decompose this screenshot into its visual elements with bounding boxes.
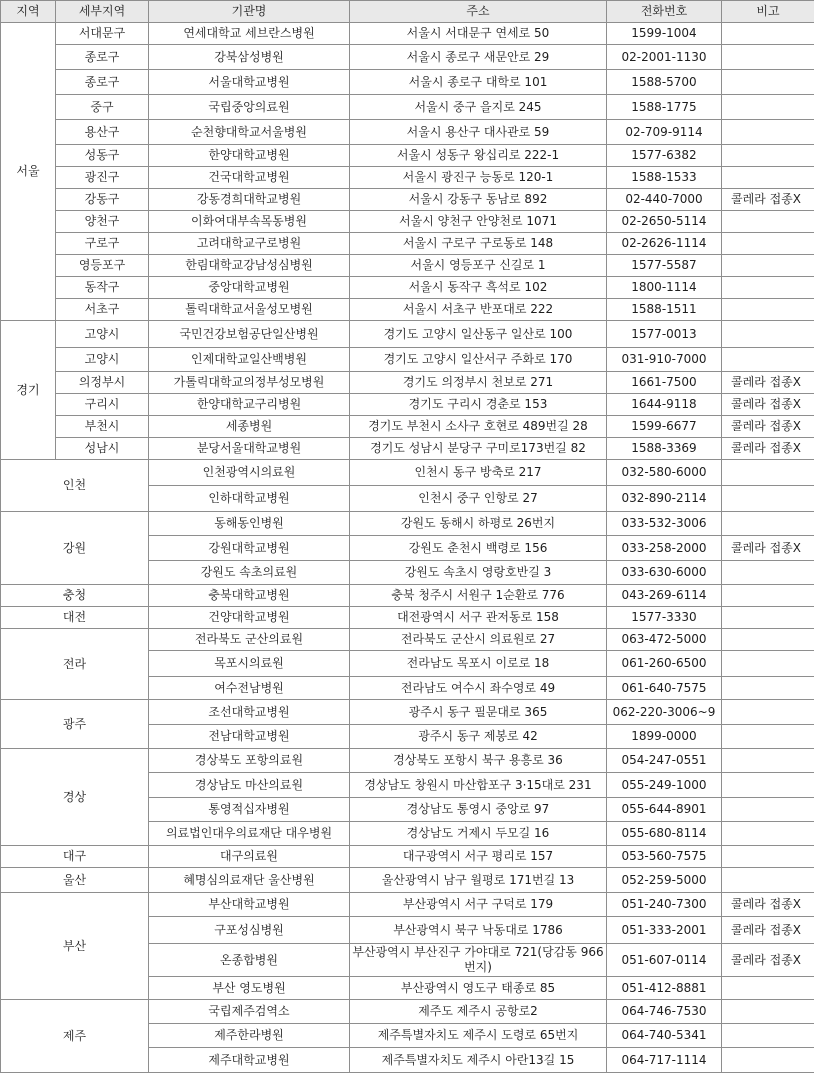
phone-cell: 1800-1114 (607, 277, 722, 299)
institution-cell: 국민건강보험공단일산병원 (149, 321, 350, 348)
address-cell: 경기도 부천시 소사구 호현로 489번길 28 (350, 416, 607, 438)
note-cell (722, 725, 814, 749)
header-address: 주소 (350, 1, 607, 23)
address-cell: 서울시 종로구 대학로 101 (350, 70, 607, 95)
institution-cell: 가톨릭대학교의정부성모병원 (149, 372, 350, 394)
phone-cell: 063-472-5000 (607, 629, 722, 651)
phone-cell: 1577-0013 (607, 321, 722, 348)
note-cell: 콜레라 접종X (722, 189, 814, 211)
phone-cell: 1661-7500 (607, 372, 722, 394)
region-cell: 서울 (1, 23, 56, 321)
note-cell (722, 45, 814, 70)
note-cell (722, 95, 814, 120)
institution-cell: 한양대학교구리병원 (149, 394, 350, 416)
phone-cell: 1899-0000 (607, 725, 722, 749)
table-row (1, 1000, 814, 1024)
note-cell (722, 585, 814, 607)
address-cell: 서울시 광진구 능동로 120-1 (350, 167, 607, 189)
table-row (1, 299, 814, 321)
institution-cell: 제주한라병원 (149, 1024, 350, 1048)
note-cell (722, 486, 814, 512)
subregion-cell: 고양시 (56, 321, 149, 348)
phone-cell: 051-333-2001 (607, 917, 722, 944)
address-cell: 충북 청주시 서원구 1순환로 776 (350, 585, 607, 607)
institution-cell: 분당서울대학교병원 (149, 438, 350, 460)
institution-cell: 강북삼성병원 (149, 45, 350, 70)
table-row (1, 846, 814, 868)
institution-cell: 목포시의료원 (149, 651, 350, 677)
institution-cell: 동해동인병원 (149, 512, 350, 536)
note-cell: 콜레라 접종X (722, 893, 814, 917)
phone-cell: 1644-9118 (607, 394, 722, 416)
address-cell: 경상남도 거제시 두모길 16 (350, 822, 607, 846)
institution-cell: 건양대학교병원 (149, 607, 350, 629)
address-cell: 전라남도 여수시 좌수영로 49 (350, 677, 607, 700)
phone-cell: 1577-6382 (607, 145, 722, 167)
note-cell (722, 23, 814, 45)
phone-cell: 032-580-6000 (607, 460, 722, 486)
institution-cell: 충북대학교병원 (149, 585, 350, 607)
institution-cell: 부산대학교병원 (149, 893, 350, 917)
institution-cell: 의료법인대우의료재단 대우병원 (149, 822, 350, 846)
header-subregion: 세부지역 (56, 1, 149, 23)
phone-cell: 054-247-0551 (607, 749, 722, 773)
institution-cell: 중앙대학교병원 (149, 277, 350, 299)
institution-cell: 한양대학교병원 (149, 145, 350, 167)
address-cell: 경기도 구리시 경춘로 153 (350, 394, 607, 416)
table-row (1, 277, 814, 299)
subregion-cell: 종로구 (56, 70, 149, 95)
institution-cell: 인제대학교일산백병원 (149, 348, 350, 372)
note-cell (722, 700, 814, 725)
address-cell: 대전광역시 서구 관저동로 158 (350, 607, 607, 629)
note-cell: 콜레라 접종X (722, 416, 814, 438)
phone-cell: 051-412-8881 (607, 977, 722, 1000)
table-row (1, 372, 814, 394)
phone-cell: 055-644-8901 (607, 798, 722, 822)
region-cell: 대구 (1, 846, 149, 868)
institution-cell: 세종병원 (149, 416, 350, 438)
subregion-cell: 양천구 (56, 211, 149, 233)
address-cell: 경기도 성남시 분당구 구미로173번길 82 (350, 438, 607, 460)
institution-cell: 전라북도 군산의료원 (149, 629, 350, 651)
address-cell: 경상북도 포항시 북구 용흥로 36 (350, 749, 607, 773)
note-cell (722, 70, 814, 95)
header-institution: 기관명 (149, 1, 350, 23)
note-cell (722, 277, 814, 299)
note-cell (722, 651, 814, 677)
address-cell: 서울시 성동구 왕십리로 222-1 (350, 145, 607, 167)
phone-cell: 052-259-5000 (607, 868, 722, 893)
address-cell: 인천시 동구 방축로 217 (350, 460, 607, 486)
phone-cell: 02-709-9114 (607, 120, 722, 145)
note-cell (722, 1000, 814, 1024)
subregion-cell: 구로구 (56, 233, 149, 255)
address-cell: 광주시 동구 필문대로 365 (350, 700, 607, 725)
phone-cell: 064-740-5341 (607, 1024, 722, 1048)
phone-cell: 031-910-7000 (607, 348, 722, 372)
subregion-cell: 중구 (56, 95, 149, 120)
header-note: 비고 (722, 1, 814, 23)
header-region: 지역 (1, 1, 56, 23)
address-cell: 제주특별자치도 제주시 도령로 65번지 (350, 1024, 607, 1048)
address-cell: 서울시 동작구 흑석로 102 (350, 277, 607, 299)
phone-cell: 062-220-3006~9 (607, 700, 722, 725)
note-cell: 콜레라 접종X (722, 394, 814, 416)
institution-cell: 경상북도 포항의료원 (149, 749, 350, 773)
phone-cell: 1599-1004 (607, 23, 722, 45)
note-cell (722, 677, 814, 700)
address-cell: 제주특별자치도 제주시 아란13길 15 (350, 1048, 607, 1073)
region-cell: 충청 (1, 585, 149, 607)
phone-cell: 1577-5587 (607, 255, 722, 277)
subregion-cell: 성동구 (56, 145, 149, 167)
note-cell (722, 233, 814, 255)
institution-cell: 전남대학교병원 (149, 725, 350, 749)
phone-cell: 032-890-2114 (607, 486, 722, 512)
note-cell (722, 822, 814, 846)
institution-cell: 국립제주검역소 (149, 1000, 350, 1024)
table-row (1, 45, 814, 70)
address-cell: 서울시 서대문구 연세로 50 (350, 23, 607, 45)
phone-cell: 055-249-1000 (607, 773, 722, 798)
address-cell: 부산광역시 서구 구덕로 179 (350, 893, 607, 917)
note-cell (722, 607, 814, 629)
table-row (1, 438, 814, 460)
subregion-cell: 서초구 (56, 299, 149, 321)
table-row (1, 607, 814, 629)
subregion-cell: 구리시 (56, 394, 149, 416)
note-cell (722, 1048, 814, 1073)
institution-cell: 서울대학교병원 (149, 70, 350, 95)
institution-cell: 건국대학교병원 (149, 167, 350, 189)
phone-cell: 064-717-1114 (607, 1048, 722, 1073)
institution-cell: 대구의료원 (149, 846, 350, 868)
table-row (1, 167, 814, 189)
address-cell: 대구광역시 서구 평리로 157 (350, 846, 607, 868)
address-cell: 서울시 강동구 동남로 892 (350, 189, 607, 211)
address-cell: 전라남도 목포시 이로로 18 (350, 651, 607, 677)
table-row (1, 70, 814, 95)
table-row (1, 189, 814, 211)
table-row (1, 233, 814, 255)
region-cell: 제주 (1, 1000, 149, 1073)
phone-cell: 051-607-0114 (607, 944, 722, 977)
table-row (1, 95, 814, 120)
address-cell: 경기도 의정부시 천보로 271 (350, 372, 607, 394)
phone-cell: 02-2626-1114 (607, 233, 722, 255)
phone-cell: 061-640-7575 (607, 677, 722, 700)
address-cell: 광주시 동구 제봉로 42 (350, 725, 607, 749)
institution-cell: 순천향대학교서울병원 (149, 120, 350, 145)
note-cell (722, 1024, 814, 1048)
table-row (1, 700, 814, 725)
table-row (1, 512, 814, 536)
institution-cell: 구포성심병원 (149, 917, 350, 944)
table-row (1, 348, 814, 372)
institution-cell: 강원도 속초의료원 (149, 561, 350, 585)
address-cell: 경상남도 창원시 마산합포구 3·15대로 231 (350, 773, 607, 798)
table-row (1, 585, 814, 607)
phone-cell: 02-2001-1130 (607, 45, 722, 70)
address-cell: 서울시 용산구 대사관로 59 (350, 120, 607, 145)
phone-cell: 1588-1775 (607, 95, 722, 120)
address-cell: 경상남도 통영시 중앙로 97 (350, 798, 607, 822)
institution-cell: 온종합병원 (149, 944, 350, 977)
institution-cell: 고려대학교구로병원 (149, 233, 350, 255)
note-cell (722, 629, 814, 651)
phone-cell: 1599-6677 (607, 416, 722, 438)
subregion-cell: 영등포구 (56, 255, 149, 277)
note-cell (722, 798, 814, 822)
subregion-cell: 부천시 (56, 416, 149, 438)
note-cell: 콜레라 접종X (722, 372, 814, 394)
institution-cell: 강원대학교병원 (149, 536, 350, 561)
region-cell: 강원 (1, 512, 149, 585)
phone-cell: 033-258-2000 (607, 536, 722, 561)
address-cell: 서울시 중구 을지로 245 (350, 95, 607, 120)
institution-cell: 한림대학교강남성심병원 (149, 255, 350, 277)
note-cell (722, 348, 814, 372)
institution-cell: 통영적십자병원 (149, 798, 350, 822)
institution-cell: 부산 영도병원 (149, 977, 350, 1000)
address-cell: 부산광역시 북구 낙동대로 1786 (350, 917, 607, 944)
table-row (1, 321, 814, 348)
note-cell (722, 120, 814, 145)
subregion-cell: 서대문구 (56, 23, 149, 45)
address-cell: 인천시 중구 인항로 27 (350, 486, 607, 512)
address-cell: 강원도 춘천시 백령로 156 (350, 536, 607, 561)
note-cell (722, 977, 814, 1000)
note-cell (722, 773, 814, 798)
note-cell (722, 321, 814, 348)
phone-cell: 051-240-7300 (607, 893, 722, 917)
address-cell: 강원도 속초시 영랑호반길 3 (350, 561, 607, 585)
address-cell: 서울시 서초구 반포대로 222 (350, 299, 607, 321)
institution-cell: 강동경희대학교병원 (149, 189, 350, 211)
institution-cell: 경상남도 마산의료원 (149, 773, 350, 798)
institution-cell: 여수전남병원 (149, 677, 350, 700)
institution-cell: 국립중앙의료원 (149, 95, 350, 120)
header-row (1, 1, 814, 23)
phone-cell: 02-440-7000 (607, 189, 722, 211)
table-row (1, 23, 814, 45)
phone-cell: 033-630-6000 (607, 561, 722, 585)
table-row (1, 255, 814, 277)
address-cell: 부산광역시 부산진구 가야대로 721(당감동 966번지) (350, 944, 607, 977)
institution-cell: 연세대학교 세브란스병원 (149, 23, 350, 45)
table-row (1, 145, 814, 167)
institution-cell: 조선대학교병원 (149, 700, 350, 725)
table-row (1, 749, 814, 773)
institution-cell: 톨릭대학교서울성모병원 (149, 299, 350, 321)
institution-cell: 인하대학교병원 (149, 486, 350, 512)
subregion-cell: 용산구 (56, 120, 149, 145)
region-cell: 울산 (1, 868, 149, 893)
address-cell: 전라북도 군산시 의료원로 27 (350, 629, 607, 651)
phone-cell: 1577-3330 (607, 607, 722, 629)
address-cell: 서울시 영등포구 신길로 1 (350, 255, 607, 277)
phone-cell: 1588-1511 (607, 299, 722, 321)
subregion-cell: 강동구 (56, 189, 149, 211)
institution-cell: 혜명심의료재단 울산병원 (149, 868, 350, 893)
note-cell (722, 145, 814, 167)
phone-cell: 061-260-6500 (607, 651, 722, 677)
note-cell (722, 561, 814, 585)
address-cell: 강원도 동해시 하평로 26번지 (350, 512, 607, 536)
note-cell: 콜레라 접종X (722, 536, 814, 561)
note-cell (722, 749, 814, 773)
table-row (1, 211, 814, 233)
address-cell: 서울시 양천구 안양천로 1071 (350, 211, 607, 233)
phone-cell: 033-532-3006 (607, 512, 722, 536)
table-row (1, 416, 814, 438)
region-cell: 경기 (1, 321, 56, 460)
note-cell: 콜레라 접종X (722, 917, 814, 944)
subregion-cell: 의정부시 (56, 372, 149, 394)
region-cell: 인천 (1, 460, 149, 512)
region-cell: 경상 (1, 749, 149, 846)
note-cell (722, 167, 814, 189)
note-cell: 콜레라 접종X (722, 944, 814, 977)
table-row (1, 460, 814, 486)
address-cell: 서울시 종로구 새문안로 29 (350, 45, 607, 70)
note-cell (722, 868, 814, 893)
table-row (1, 629, 814, 651)
region-cell: 광주 (1, 700, 149, 749)
phone-cell: 1588-5700 (607, 70, 722, 95)
phone-cell: 064-746-7530 (607, 1000, 722, 1024)
region-cell: 전라 (1, 629, 149, 700)
address-cell: 부산광역시 영도구 태종로 85 (350, 977, 607, 1000)
note-cell (722, 255, 814, 277)
table-body (1, 23, 814, 1073)
institution-cell: 인천광역시의료원 (149, 460, 350, 486)
institution-cell: 제주대학교병원 (149, 1048, 350, 1073)
note-cell (722, 460, 814, 486)
address-cell: 경기도 고양시 일산서구 주화로 170 (350, 348, 607, 372)
table-row (1, 394, 814, 416)
subregion-cell: 동작구 (56, 277, 149, 299)
phone-cell: 02-2650-5114 (607, 211, 722, 233)
note-cell: 콜레라 접종X (722, 438, 814, 460)
table-row (1, 868, 814, 893)
phone-cell: 055-680-8114 (607, 822, 722, 846)
address-cell: 울산광역시 남구 월평로 171번길 13 (350, 868, 607, 893)
table-row (1, 893, 814, 917)
region-cell: 대전 (1, 607, 149, 629)
table-row (1, 120, 814, 145)
subregion-cell: 종로구 (56, 45, 149, 70)
phone-cell: 053-560-7575 (607, 846, 722, 868)
phone-cell: 1588-3369 (607, 438, 722, 460)
address-cell: 서울시 구로구 구로동로 148 (350, 233, 607, 255)
note-cell (722, 846, 814, 868)
note-cell (722, 299, 814, 321)
note-cell (722, 211, 814, 233)
address-cell: 제주도 제주시 공항로2 (350, 1000, 607, 1024)
header-phone: 전화번호 (607, 1, 722, 23)
subregion-cell: 성남시 (56, 438, 149, 460)
address-cell: 경기도 고양시 일산동구 일산로 100 (350, 321, 607, 348)
phone-cell: 1588-1533 (607, 167, 722, 189)
institution-cell: 이화여대부속목동병원 (149, 211, 350, 233)
subregion-cell: 광진구 (56, 167, 149, 189)
region-cell: 부산 (1, 893, 149, 1000)
note-cell (722, 512, 814, 536)
phone-cell: 043-269-6114 (607, 585, 722, 607)
subregion-cell: 고양시 (56, 348, 149, 372)
